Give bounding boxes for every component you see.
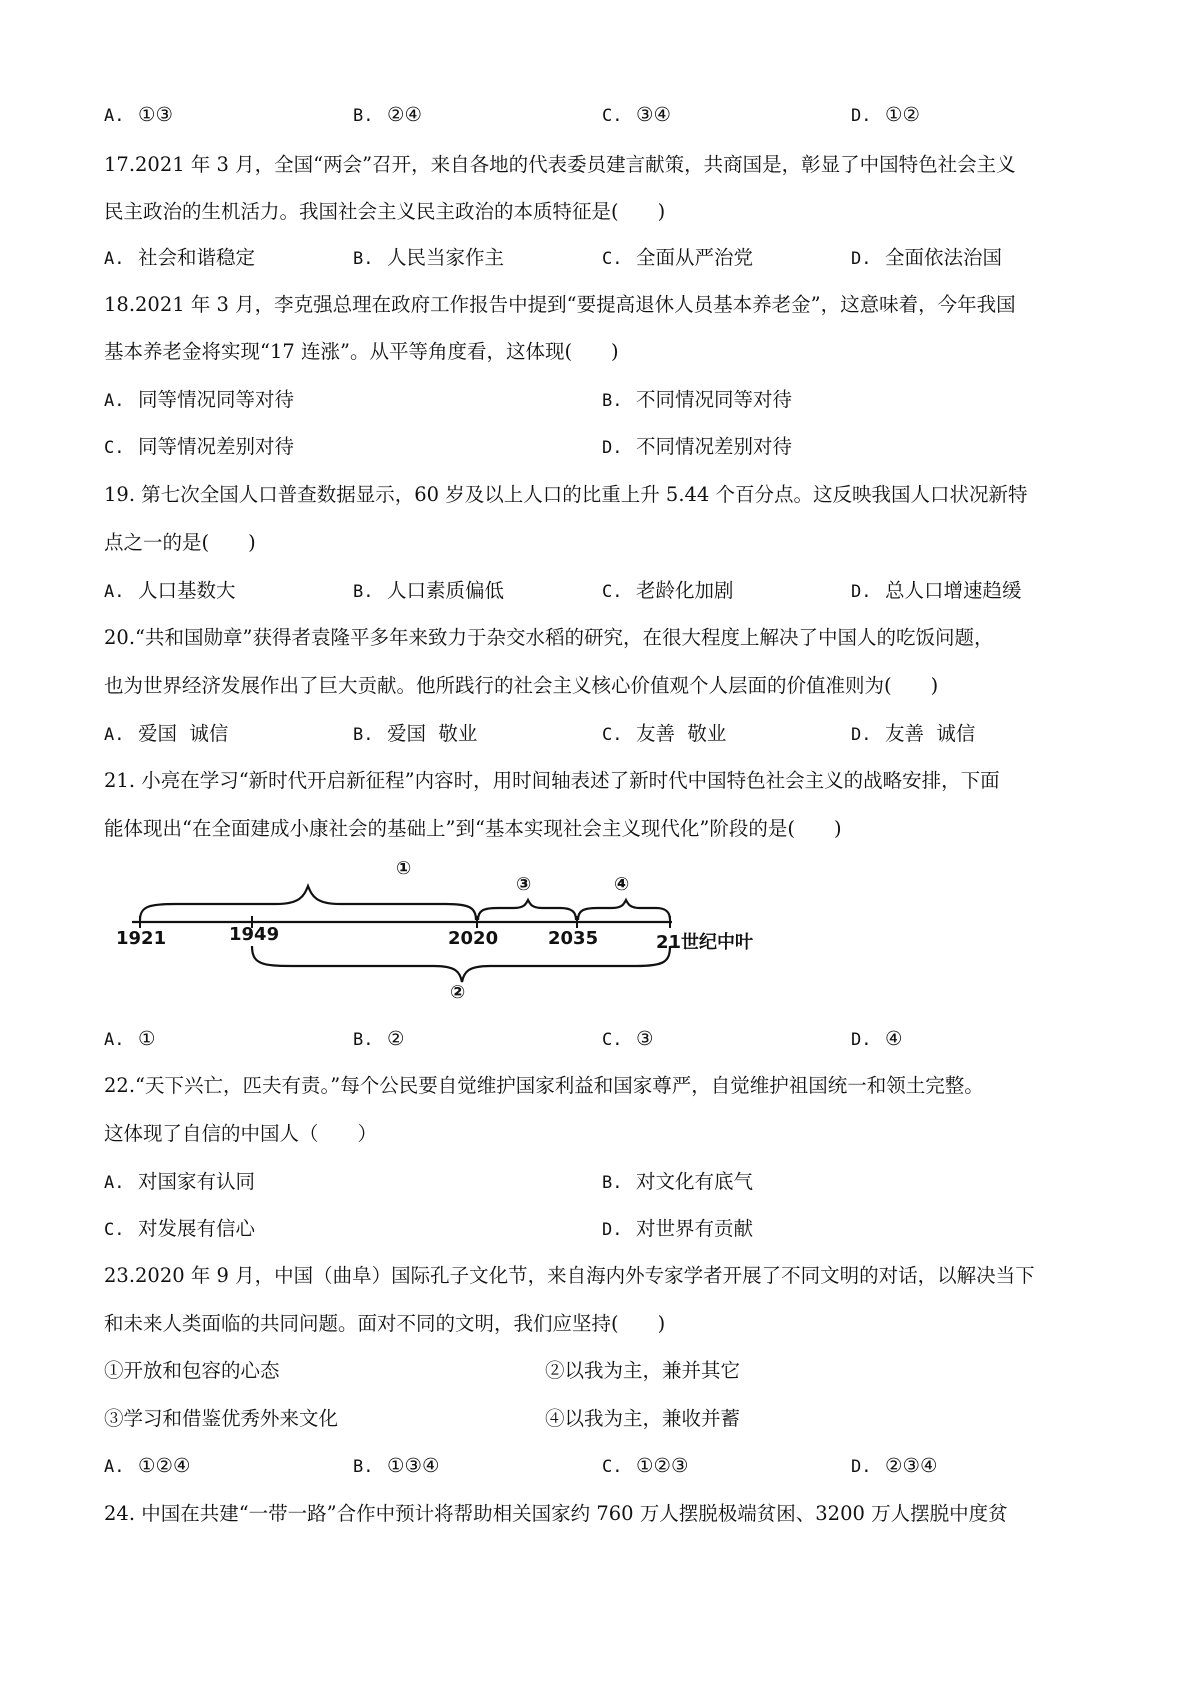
q23-statements-row-2 — [0, 1405, 1200, 1433]
q22-stem-line-1: 22.“天下兴亡，匹夫有责。”每个公民要自觉维护国家利益和国家尊严，自觉维护祖国统一和领土完整。 — [104, 1074, 984, 1097]
q21-options — [0, 1025, 1200, 1053]
q19-option-d[interactable]: D. 总人口增速趋缓 — [851, 579, 1022, 602]
year-mid-21st-century: 21世纪中叶 — [656, 932, 754, 953]
q17-option-b[interactable]: B. 人民当家作主 — [353, 246, 505, 269]
q16-option-d[interactable]: D. ①② — [851, 103, 920, 126]
q19-option-c[interactable]: C. 老龄化加剧 — [602, 579, 734, 602]
brace-3-label: ③ — [516, 874, 532, 895]
q21-timeline-diagram — [116, 858, 754, 1018]
q18-option-b[interactable]: B. 不同情况同等对待 — [602, 388, 793, 411]
q23-stem-line-1: 23.2020 年 9 月，中国（曲阜）国际孔子文化节，来自海内外专家学者开展了不同文明的对话，以解决当下 — [104, 1264, 1035, 1287]
q19-stem-line-2: 点之一的是( ) — [104, 531, 256, 554]
q18-options-row-1 — [0, 386, 1200, 414]
q18-stem-line-1: 18.2021 年 3 月，李克强总理在政府工作报告中提到“要提高退休人员基本养老金”，这意味着，今年我国 — [104, 293, 1016, 316]
q21-option-d[interactable]: D. ④ — [851, 1027, 903, 1050]
q23-option-c[interactable]: C. ①②③ — [602, 1454, 689, 1477]
q18-option-a[interactable]: A. 同等情况同等对待 — [104, 388, 295, 411]
brace-4-shape — [578, 900, 670, 920]
q17-option-c[interactable]: C. 全面从严治党 — [602, 246, 754, 269]
q22-stem-line-2: 这体现了自信的中国人（ ） — [104, 1122, 378, 1145]
q17-stem-line-1: 17.2021 年 3 月，全国“两会”召开，来自各地的代表委员建言献策，共商国是，彰显了中国特色社会主义 — [104, 153, 1016, 176]
q24-stem-line-1: 24. 中国在共建“一带一路”合作中预计将帮助相关国家约 760 万人摆脱极端贫困、3200 万人摆脱中度贫 — [104, 1502, 1008, 1525]
q22-options-row-2 — [0, 1215, 1200, 1243]
q20-option-d[interactable]: D. 友善 诚信 — [851, 722, 976, 745]
q19-options — [0, 577, 1200, 605]
q20-options — [0, 720, 1200, 748]
q16-options — [0, 101, 1200, 129]
q17-option-d[interactable]: D. 全面依法治国 — [851, 246, 1003, 269]
brace-1-label: ① — [396, 858, 412, 879]
q23-option-d[interactable]: D. ②③④ — [851, 1454, 938, 1477]
q20-stem-line-2: 也为世界经济发展作出了巨大贡献。他所践行的社会主义核心价值观个人层面的价值准则为( ) — [104, 674, 939, 697]
q20-option-c[interactable]: C. 友善 敬业 — [602, 722, 727, 745]
q23-statement-4: ④以我为主，兼收并蓄 — [545, 1407, 741, 1430]
q18-option-d[interactable]: D. 不同情况差别对待 — [602, 435, 793, 458]
q23-options — [0, 1452, 1200, 1480]
q23-option-b[interactable]: B. ①③④ — [353, 1454, 440, 1477]
q21-stem-line-2: 能体现出“在全面建成小康社会的基础上”到“基本实现社会主义现代化”阶段的是( ) — [104, 817, 842, 840]
brace-1-shape — [140, 886, 476, 920]
year-2020: 2020 — [448, 928, 499, 949]
brace-2-label: ② — [450, 982, 466, 1003]
q19-stem-line-1: 19. 第七次全国人口普查数据显示，60 岁及以上人口的比重上升 5.44 个百分点。这反映我国人口状况新特 — [104, 483, 1028, 506]
q20-stem-line-1: 20.“共和国勋章”获得者袁隆平多年来致力于杂交水稻的研究，在很大程度上解决了中国人的吃饭问题， — [104, 626, 994, 649]
q18-options-row-2 — [0, 433, 1200, 461]
brace-3-shape — [478, 900, 576, 920]
q22-option-d[interactable]: D. 对世界有贡献 — [602, 1217, 754, 1240]
q19-option-a[interactable]: A. 人口基数大 — [104, 579, 236, 602]
q17-options — [0, 244, 1200, 272]
q18-stem-line-2: 基本养老金将实现“17 连涨”。从平等角度看，这体现( ) — [104, 340, 619, 363]
q22-option-c[interactable]: C. 对发展有信心 — [104, 1217, 256, 1240]
q16-option-a[interactable]: A. ①③ — [104, 103, 173, 126]
q16-option-c[interactable]: C. ③④ — [602, 103, 671, 126]
q20-option-a[interactable]: A. 爱国 诚信 — [104, 722, 229, 745]
q23-statement-2: ②以我为主，兼并其它 — [545, 1359, 741, 1382]
brace-2-shape — [252, 946, 670, 982]
brace-4-label: ④ — [614, 874, 630, 895]
q21-option-b[interactable]: B. ② — [353, 1027, 405, 1050]
q19-option-b[interactable]: B. 人口素质偏低 — [353, 579, 505, 602]
q16-option-b[interactable]: B. ②④ — [353, 103, 422, 126]
year-1949: 1949 — [229, 924, 280, 945]
q22-option-a[interactable]: A. 对国家有认同 — [104, 1170, 256, 1193]
q18-option-c[interactable]: C. 同等情况差别对待 — [104, 435, 295, 458]
q22-option-b[interactable]: B. 对文化有底气 — [602, 1170, 754, 1193]
q21-stem-line-1: 21. 小亮在学习“新时代开启新征程”内容时，用时间轴表述了新时代中国特色社会主义的战略安排，下面 — [104, 769, 1000, 792]
q23-stem-line-2: 和未来人类面临的共同问题。面对不同的文明，我们应坚持( ) — [104, 1312, 666, 1335]
q23-option-a[interactable]: A. ①②④ — [104, 1454, 191, 1477]
year-1921: 1921 — [116, 928, 167, 949]
q21-option-c[interactable]: C. ③ — [602, 1027, 654, 1050]
q23-statement-1: ①开放和包容的心态 — [104, 1359, 280, 1382]
q17-option-a[interactable]: A. 社会和谐稳定 — [104, 246, 256, 269]
q22-options-row-1 — [0, 1168, 1200, 1196]
q17-stem-line-2: 民主政治的生机活力。我国社会主义民主政治的本质特征是( ) — [104, 200, 666, 223]
year-2035: 2035 — [548, 928, 599, 949]
q20-option-b[interactable]: B. 爱国 敬业 — [353, 722, 478, 745]
q23-statements-row-1 — [0, 1357, 1200, 1385]
q21-option-a[interactable]: A. ① — [104, 1027, 156, 1050]
q23-statement-3: ③学习和借鉴优秀外来文化 — [104, 1407, 339, 1430]
